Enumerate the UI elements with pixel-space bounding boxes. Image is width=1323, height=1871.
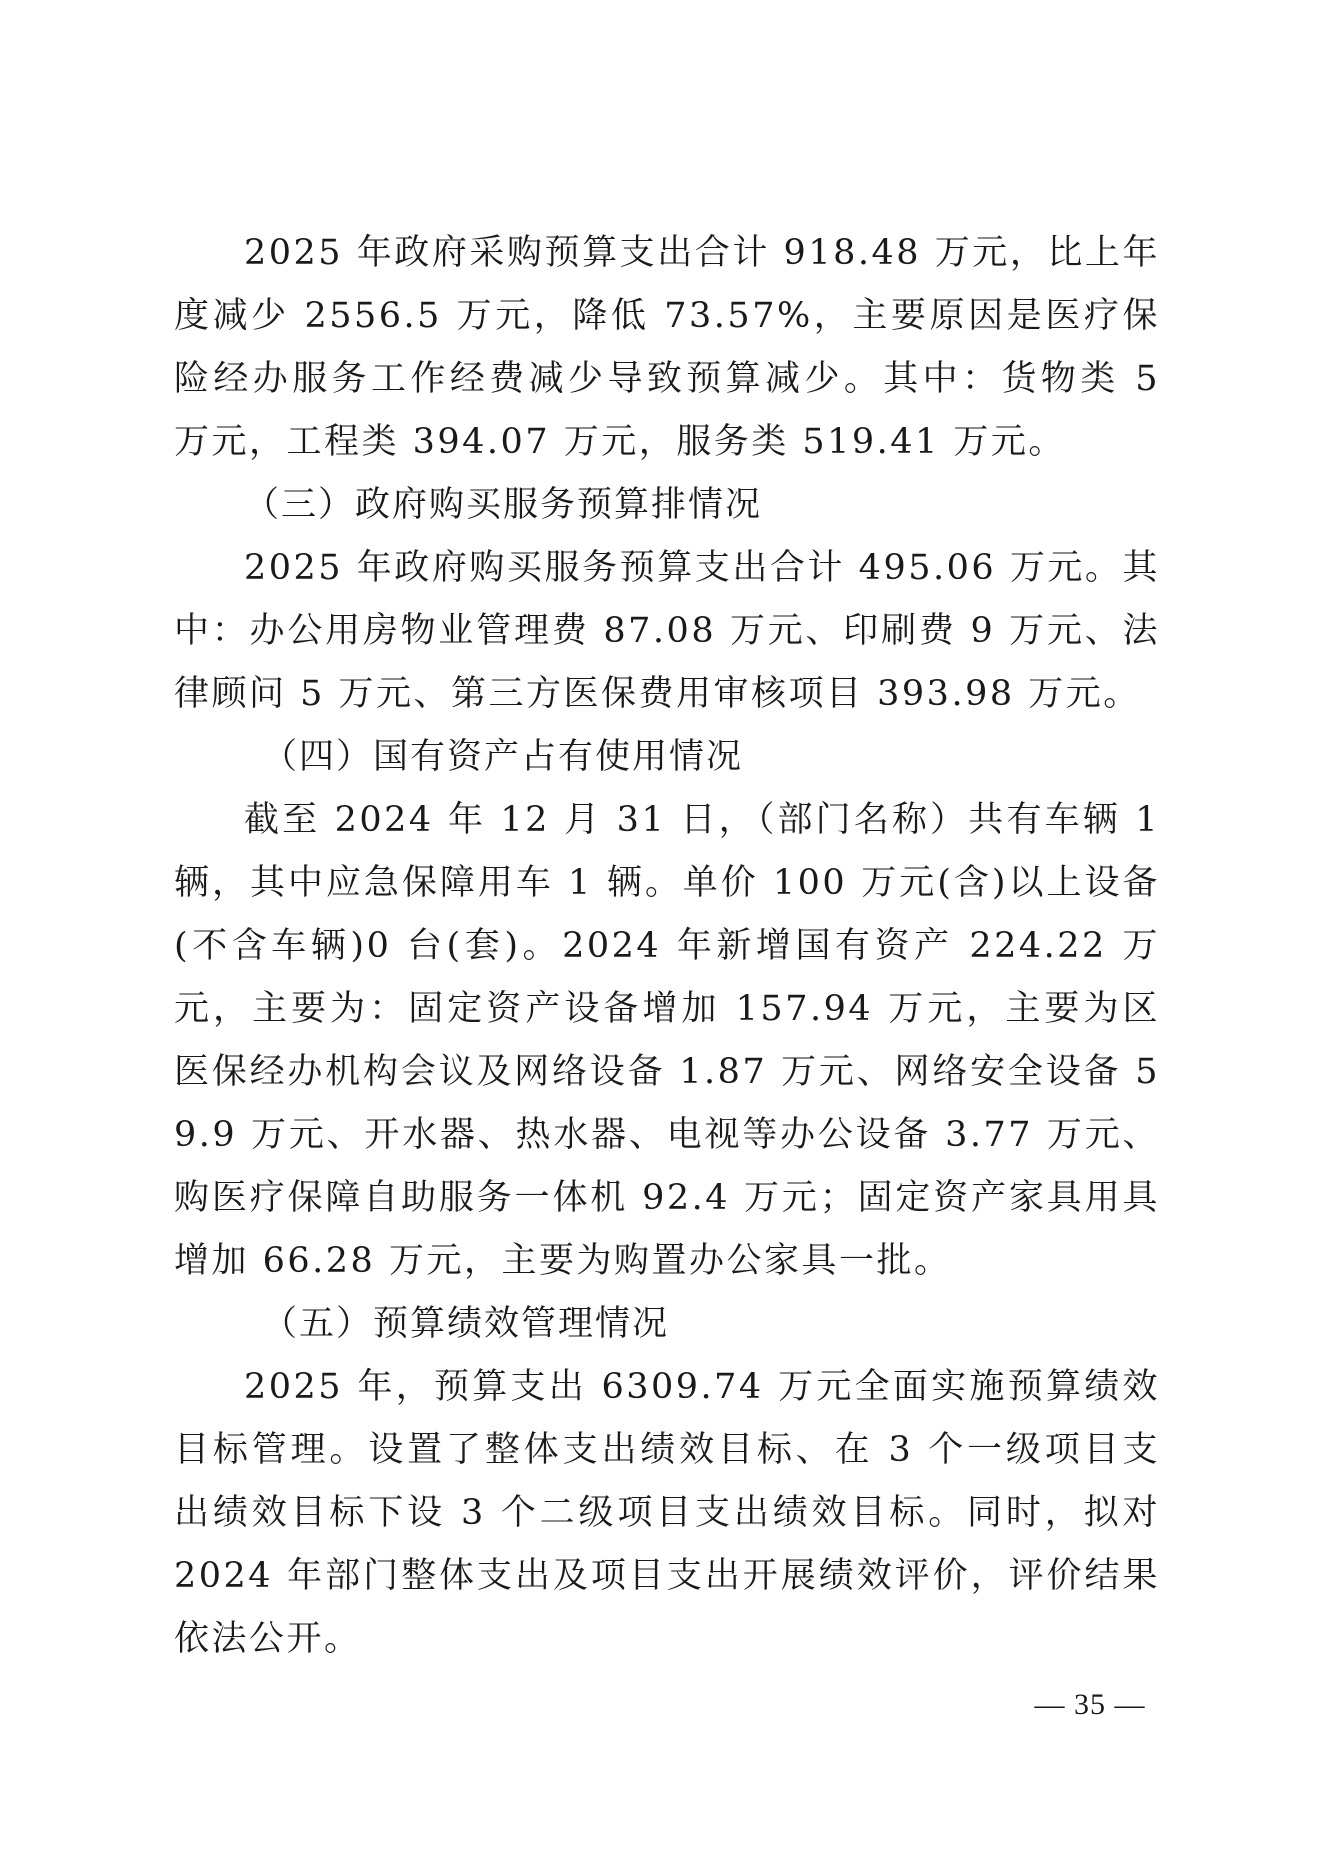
page-number: — 35 —: [1034, 1688, 1146, 1721]
paragraph-purchase-services: 2025 年政府购买服务预算支出合计 495.06 万元。其中：办公用房物业管理费 87.08 万元、印刷费 9 万元、法律顾问 5 万元、第三方医保费用审核项目 393.98 万元。: [174, 548, 1160, 714]
paragraph-state-assets: 截至 2024 年 12 月 31 日，（部门名称）共有车辆 1 辆，其中应急保障用车 1 辆。单价 100 万元(含)以上设备(不含车辆)0 台(套)。2024 年新增国有资产 224.22 万元，主要为：固定资产设备增加 157.94 万元，主要为区医保经办机构会议及网络设备 1.87 万元、网络安全设备 59.9 万元、开水器、热水器、电视等办公设备 3.77 万元、购医疗保障自助服务一体机 92.4 万元；固定资产家具用具增加 66.28 万元，主要为购置办公家具一批。: [174, 800, 1160, 1281]
section-heading-purchase-services: （三）政府购买服务预算排情况: [244, 485, 763, 525]
document-body: [174, 222, 1160, 1671]
paragraph-government-procurement: 2025 年政府采购预算支出合计 918.48 万元，比上年度减少 2556.5 万元，降低 73.57%，主要原因是医疗保险经办服务工作经费减少导致预算减少。其中：货物类 5 万元，工程类 394.07 万元，服务类 519.41 万元。: [174, 233, 1160, 462]
section-heading-performance-management: （五）预算绩效管理情况: [262, 1304, 670, 1344]
section-heading-state-assets: （四）国有资产占有使用情况: [262, 737, 744, 777]
paragraph-performance-management: 2025 年，预算支出 6309.74 万元全面实施预算绩效目标管理。设置了整体支出绩效目标、在 3 个一级项目支出绩效目标下设 3 个二级项目支出绩效目标。同时，拟对 2024 年部门整体支出及项目支出开展绩效评价，评价结果依法公开。: [174, 1367, 1160, 1659]
